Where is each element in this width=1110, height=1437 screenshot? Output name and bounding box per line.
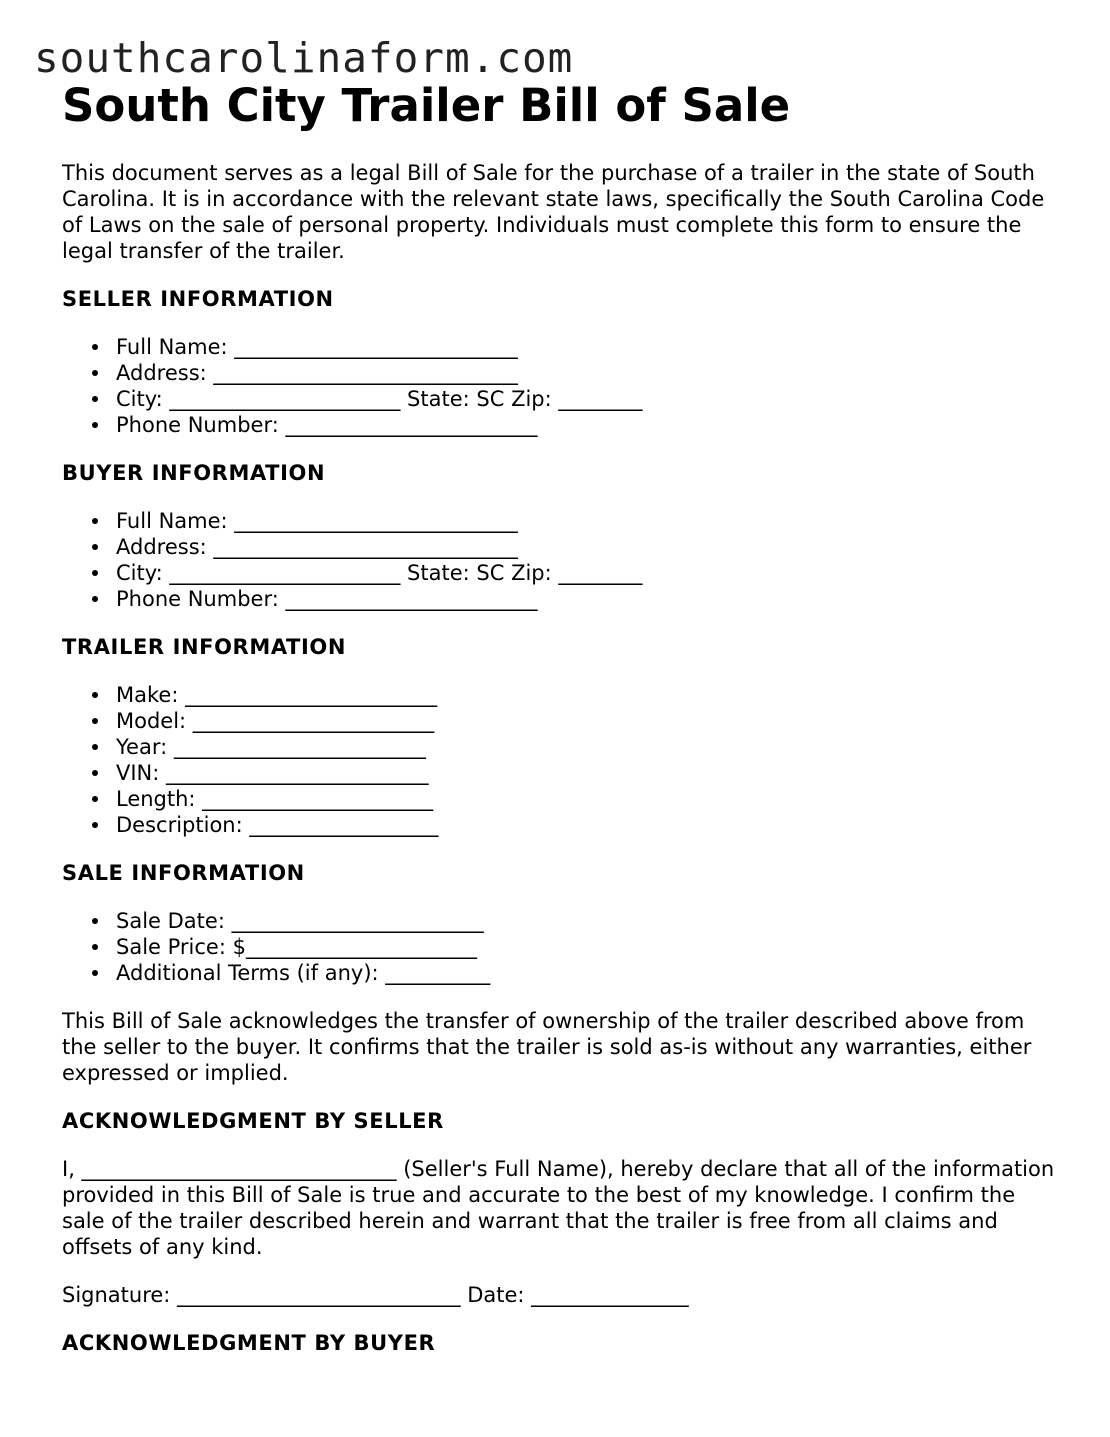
seller-signature-date-line: Signature: ___________________________ Date: _______________ (62, 1283, 689, 1307)
intro-paragraph: This document serves as a legal Bill of Sale for the purchase of a trailer in the state of South Carolina. It is in accordance with the relevant state laws, specifically the South Carolina Code of Laws on the sale of personal property. Individuals must complete this form to ensure the legal transfer of the trailer. (62, 161, 1045, 263)
seller-address-field: Address: _____________________________ (116, 360, 1062, 386)
trailer-length-field: Length: ______________________ (116, 786, 1062, 812)
trailer-model-field: Model: _______________________ (116, 708, 1062, 734)
seller-field-list (62, 334, 1062, 438)
sale-section-heading: SALE INFORMATION (62, 861, 305, 885)
trailer-section-heading: TRAILER INFORMATION (62, 635, 347, 659)
buyer-field-list (62, 508, 1062, 612)
trailer-vin-field: VIN: _________________________ (116, 760, 1062, 786)
document-title: South City Trailer Bill of Sale (62, 79, 791, 132)
buyer-phone-field: Phone Number: ________________________ (116, 586, 1062, 612)
trailer-description-field: Description: __________________ (116, 812, 1062, 838)
buyer-section-heading: BUYER INFORMATION (62, 461, 326, 485)
trailer-make-field: Make: ________________________ (116, 682, 1062, 708)
seller-city-state-zip-field: City: ______________________ State: SC Zip: ________ (116, 386, 1062, 412)
seller-full-name-field: Full Name: ___________________________ (116, 334, 1062, 360)
sale-field-list (62, 908, 1062, 986)
buyer-city-state-zip-field: City: ______________________ State: SC Zip: ________ (116, 560, 1062, 586)
seller-acknowledgment-paragraph: I, ______________________________ (Seller's Full Name), hereby declare that all of the information provided in this Bill of Sale is true and accurate to the best of my knowledge. I confirm the sale of the trailer described herein and warrant that the trailer is free from all claims and offsets of any kind. (62, 1157, 1055, 1259)
sale-price-field: Sale Price: $______________________ (116, 934, 1062, 960)
trailer-field-list (62, 682, 1062, 838)
ownership-transfer-paragraph: This Bill of Sale acknowledges the transfer of ownership of the trailer described above from the seller to the buyer. It confirms that the trailer is sold as-is without any warranties, either expressed or implied. (62, 1009, 1032, 1085)
buyer-full-name-field: Full Name: ___________________________ (116, 508, 1062, 534)
sale-additional-terms-field: Additional Terms (if any): __________ (116, 960, 1062, 986)
buyer-acknowledgment-heading: ACKNOWLEDGMENT BY BUYER (62, 1331, 436, 1355)
seller-phone-field: Phone Number: ________________________ (116, 412, 1062, 438)
seller-section-heading: SELLER INFORMATION (62, 287, 334, 311)
site-watermark: southcarolinaform.com (34, 34, 574, 82)
bill-of-sale-document (62, 78, 1062, 1356)
buyer-address-field: Address: _____________________________ (116, 534, 1062, 560)
trailer-year-field: Year: ________________________ (116, 734, 1062, 760)
seller-acknowledgment-heading: ACKNOWLEDGMENT BY SELLER (62, 1109, 444, 1133)
sale-date-field: Sale Date: ________________________ (116, 908, 1062, 934)
